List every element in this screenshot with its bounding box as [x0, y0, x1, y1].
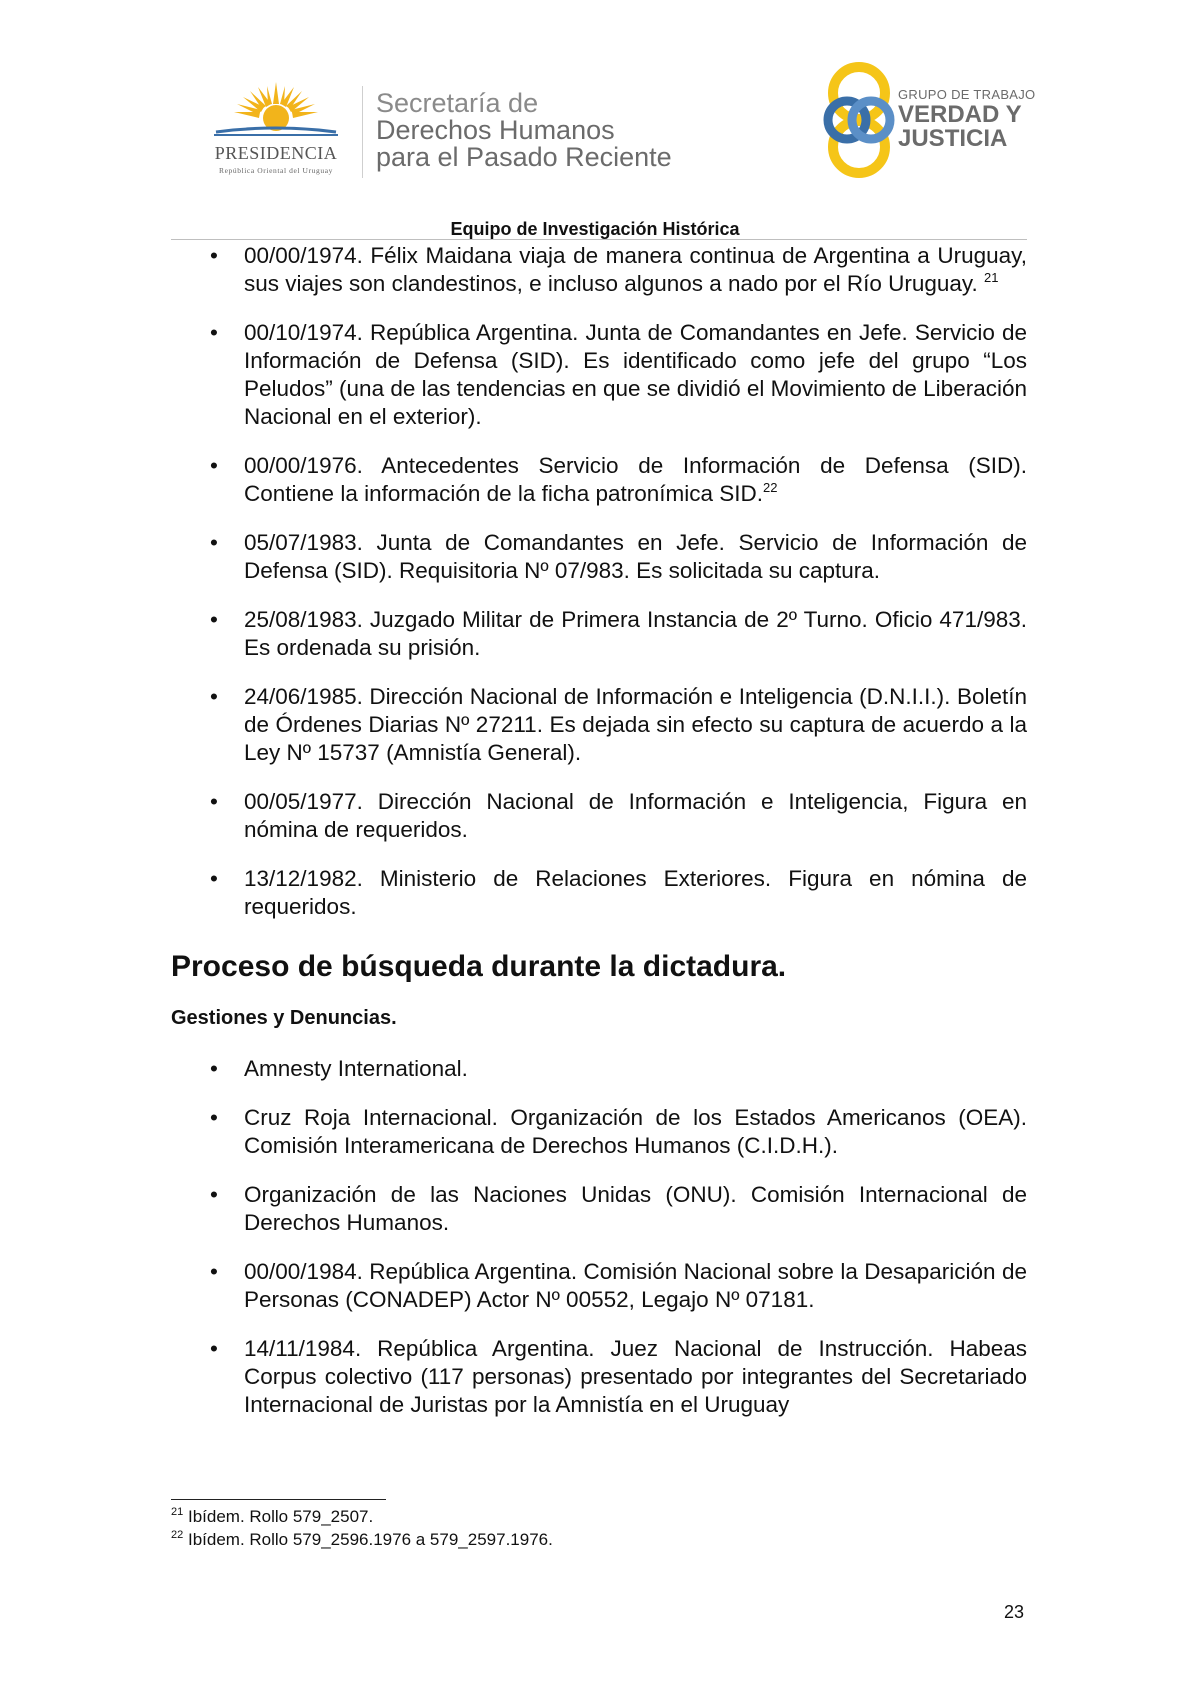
- page-number: 23: [1004, 1602, 1025, 1622]
- list-item: [171, 683, 1027, 767]
- list-item: [171, 865, 1027, 921]
- bullet-icon: •: [210, 789, 218, 814]
- secretaria-line-2: Derechos Humanos: [376, 115, 615, 145]
- list-item-text: 05/07/1983. Junta de Comandantes en Jefe. Servicio de Información de Defensa (SID). Requisitoria Nº 07/983. Es solicitada su captura.: [244, 530, 1027, 583]
- section-heading: Proceso de búsqueda durante la dictadura.: [171, 950, 787, 983]
- footnote-22: [171, 1528, 553, 1551]
- footnote-text: Ibídem. Rollo 579_2596.1976 a 579_2597.1976.: [183, 1530, 553, 1549]
- list-item: [171, 529, 1027, 585]
- bullet-icon: •: [210, 607, 218, 632]
- header-divider: [362, 86, 363, 178]
- bullet-icon: •: [210, 320, 218, 345]
- footnote-number: 21: [171, 1506, 184, 1518]
- secretaria-line-1: Secretaría de: [376, 88, 539, 118]
- list-item: [171, 1055, 1027, 1083]
- bullet-icon: •: [210, 243, 218, 268]
- footnote-number: 22: [171, 1529, 184, 1541]
- chronology-list: [171, 242, 1027, 921]
- footnote-ref: 22: [763, 480, 778, 495]
- list-item: [171, 1258, 1027, 1314]
- grupo-title-2: JUSTICIA: [898, 125, 1008, 152]
- footnote-21: [171, 1505, 553, 1528]
- footnote-rule: [171, 1499, 386, 1500]
- list-item-text: 00/00/1984. República Argentina. Comisión Nacional sobre la Desaparición de Personas (CONADEP) Actor Nº 00552, Legajo Nº 07181.: [244, 1259, 1027, 1312]
- grupo-label: GRUPO DE TRABAJO: [898, 87, 1036, 102]
- list-item: [171, 452, 1027, 508]
- footnotes: [171, 1505, 553, 1551]
- presidencia-name: PRESIDENCIA: [214, 143, 338, 163]
- subsection-heading: Gestiones y Denuncias.: [171, 1007, 397, 1029]
- list-item-text: 00/00/1974. Félix Maidana viaja de manera continua de Argentina a Uruguay, sus viajes son clandestinos, e incluso algunos a nado por el Río Uruguay.: [244, 243, 1027, 296]
- bullet-icon: •: [210, 1182, 218, 1207]
- list-item-text: Organización de las Naciones Unidas (ONU). Comisión Internacional de Derechos Humanos.: [244, 1182, 1027, 1235]
- list-item-text: 00/05/1977. Dirección Nacional de Información e Inteligencia, Figura en nómina de requeridos.: [244, 789, 1027, 842]
- list-item: [171, 242, 1027, 298]
- team-title: Equipo de Investigación Histórica: [450, 219, 740, 239]
- presidencia-logo: [196, 80, 356, 180]
- list-item-text: Cruz Roja Internacional. Organización de los Estados Americanos (OEA). Comisión Interamericana de Derechos Humanos (C.I.D.H.).: [244, 1105, 1027, 1158]
- bullet-icon: •: [210, 453, 218, 478]
- verdad-justicia-logo: [822, 57, 1036, 183]
- presidencia-subtitle: República Oriental del Uruguay: [218, 166, 333, 175]
- list-item-text: 00/00/1976. Antecedentes Servicio de Información de Defensa (SID). Contiene la información de la ficha patronímica SID.: [244, 453, 1027, 506]
- list-item: [171, 1181, 1027, 1237]
- sun-emblem-icon: [196, 80, 356, 144]
- bullet-icon: •: [210, 1259, 218, 1284]
- list-item: [171, 606, 1027, 662]
- bullet-icon: •: [210, 1105, 218, 1130]
- bullet-icon: •: [210, 530, 218, 555]
- bullet-icon: •: [210, 1336, 218, 1361]
- interlocked-rings-icon: [822, 57, 896, 183]
- bullet-icon: •: [210, 684, 218, 709]
- secretaria-title: [376, 90, 672, 171]
- list-item: [171, 788, 1027, 844]
- footnote-text: Ibídem. Rollo 579_2507.: [183, 1507, 374, 1526]
- gestiones-list: [171, 1055, 1027, 1419]
- list-item-text: 13/12/1982. Ministerio de Relaciones Exteriores. Figura en nómina de requeridos.: [244, 866, 1027, 919]
- secretaria-line-3: para el Pasado Reciente: [376, 142, 672, 172]
- list-item: [171, 1335, 1027, 1419]
- list-item: [171, 319, 1027, 431]
- list-item-text: Amnesty International.: [244, 1056, 468, 1081]
- grupo-title-1: VERDAD Y: [898, 101, 1022, 128]
- list-item-text: 24/06/1985. Dirección Nacional de Información e Inteligencia (D.N.I.I.). Boletín de Órdenes Diarias Nº 27211. Es dejada sin efecto su captura de acuerdo a la Ley Nº 15737 (Amnistía General).: [244, 684, 1027, 765]
- bullet-icon: •: [210, 866, 218, 891]
- bullet-icon: •: [210, 1056, 218, 1081]
- list-item-text: 14/11/1984. República Argentina. Juez Nacional de Instrucción. Habeas Corpus colectivo (117 personas) presentado por integrantes del Secretariado Internacional de Juristas por la Amnistía en el Uruguay: [244, 1336, 1027, 1417]
- footnote-ref: 21: [984, 270, 999, 285]
- list-item-text: 00/10/1974. República Argentina. Junta de Comandantes en Jefe. Servicio de Información de Defensa (SID). Es identificado como jefe del grupo “Los Peludos” (una de las tendencias en que se dividió el Movimiento de Liberación Nacional en el exterior).: [244, 320, 1027, 429]
- list-item: [171, 1104, 1027, 1160]
- document-body: [171, 242, 1027, 1419]
- list-item-text: 25/08/1983. Juzgado Militar de Primera Instancia de 2º Turno. Oficio 471/983. Es ordenada su prisión.: [244, 607, 1027, 660]
- header-rule: [171, 239, 1027, 240]
